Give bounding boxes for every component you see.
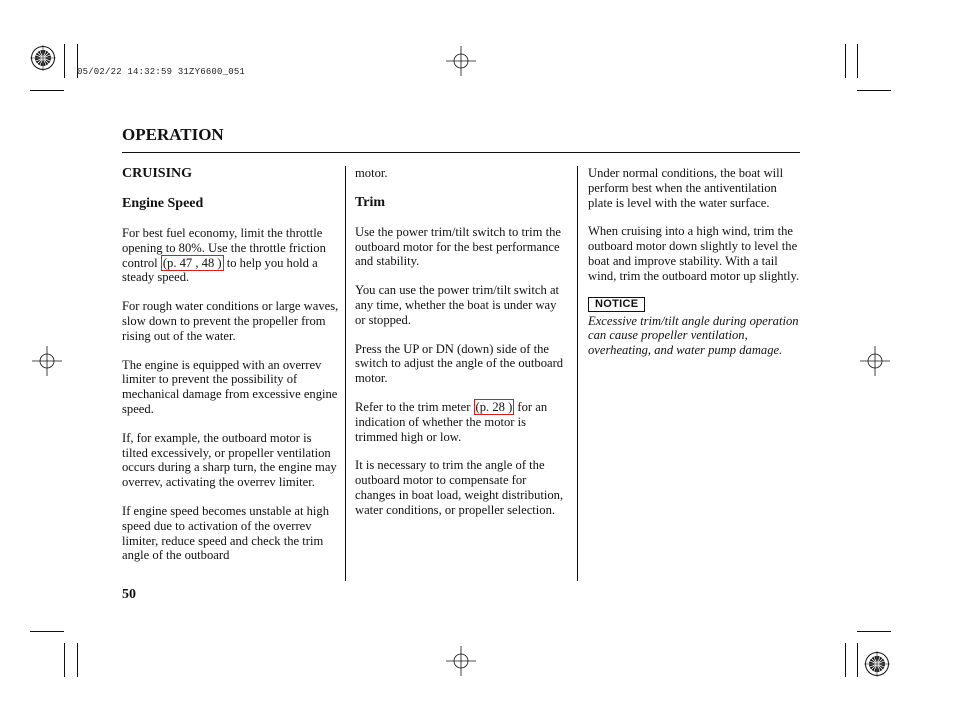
crop-mark — [845, 44, 846, 78]
paragraph: You can use the power trim/tilt switch at any time, whether the boat is under way or stopped. — [355, 283, 560, 327]
crop-mark — [64, 44, 65, 78]
paragraph-text: to help you hold a steady speed. — [122, 255, 318, 285]
crop-mark — [30, 90, 64, 91]
column-1 — [122, 166, 340, 563]
notice-label: NOTICE — [588, 297, 645, 312]
page-reference-link[interactable]: (p. 28 ) — [475, 399, 513, 414]
cruising-heading: CRUISING — [122, 166, 193, 181]
paragraph: The engine is equipped with an overrev limiter to prevent the possibility of mechanical damage from excessive engine speed. — [122, 357, 338, 416]
paragraph — [122, 226, 340, 285]
notice-label-wrap — [588, 296, 800, 312]
page-number: 50 — [122, 587, 136, 602]
paragraph-continued: motor. — [355, 166, 388, 180]
paragraph: If, for example, the outboard motor is tilted excessively, or propeller ventilation occurs during a sharp turn, the engine may overrev, activating the overrev limiter. — [122, 430, 337, 490]
crosshair-mark-icon — [32, 346, 62, 376]
crop-mark — [857, 643, 858, 677]
paragraph: If engine speed becomes unstable at high speed due to activation of the overrev limiter, reduce speed and check the trim angle of the outboard — [122, 503, 330, 563]
paragraph: Use the power trim/tilt switch to trim the outboard motor for the best performance and stability. — [355, 224, 562, 269]
page-reference-link[interactable]: (p. 47 , 48 ) — [162, 255, 222, 270]
column-divider — [345, 166, 346, 581]
paragraph: For rough water conditions or large waves, slow down to prevent the propeller from rising out of the water. — [122, 299, 339, 343]
paragraph — [355, 400, 570, 444]
registration-sunburst-icon — [30, 45, 56, 71]
paragraph-text: For best fuel economy, limit the throttle opening to 80%. Use the throttle friction control — [122, 226, 326, 270]
crop-mark — [857, 631, 891, 632]
crosshair-mark-icon — [860, 346, 890, 376]
crop-mark — [77, 643, 78, 677]
section-title: OPERATION — [122, 125, 224, 144]
crop-mark — [857, 90, 891, 91]
paragraph-text: for an indication of whether the motor is trimmed high or low. — [355, 399, 548, 444]
paragraph: It is necessary to trim the angle of the outboard motor to compensate for changes in boat load, weight distribution, water conditions, or propeller selection. — [355, 458, 564, 517]
column-divider — [577, 166, 578, 581]
paragraph: Press the UP or DN (down) side of the switch to adjust the angle of the outboard motor. — [355, 341, 564, 386]
crop-mark — [30, 631, 64, 632]
crop-mark — [64, 643, 65, 677]
trim-heading: Trim — [355, 194, 386, 210]
crop-mark — [857, 44, 858, 78]
header-divider — [122, 152, 800, 153]
crosshair-mark-icon — [446, 46, 476, 76]
crop-mark — [845, 643, 846, 677]
engine-speed-heading: Engine Speed — [122, 196, 204, 211]
column-3 — [588, 166, 800, 358]
paragraph: When cruising into a high wind, trim the outboard motor down slightly to level the boat and improve stability. With a tail wind, trim the outboard motor up slightly. — [588, 224, 800, 283]
registration-sunburst-icon — [864, 651, 890, 677]
print-timestamp: 05/02/22 14:32:59 31ZY6600_051 — [77, 67, 246, 77]
column-2 — [355, 166, 570, 518]
paragraph: Under normal conditions, the boat will perform best when the antiventilation plate is level with the water surface. — [588, 166, 784, 210]
notice-text: Excessive trim/tilt angle during operation can cause propeller ventilation, overheating, and water pump damage. — [588, 313, 799, 358]
crosshair-mark-icon — [446, 646, 476, 676]
paragraph-text: Refer to the trim meter — [355, 399, 474, 414]
